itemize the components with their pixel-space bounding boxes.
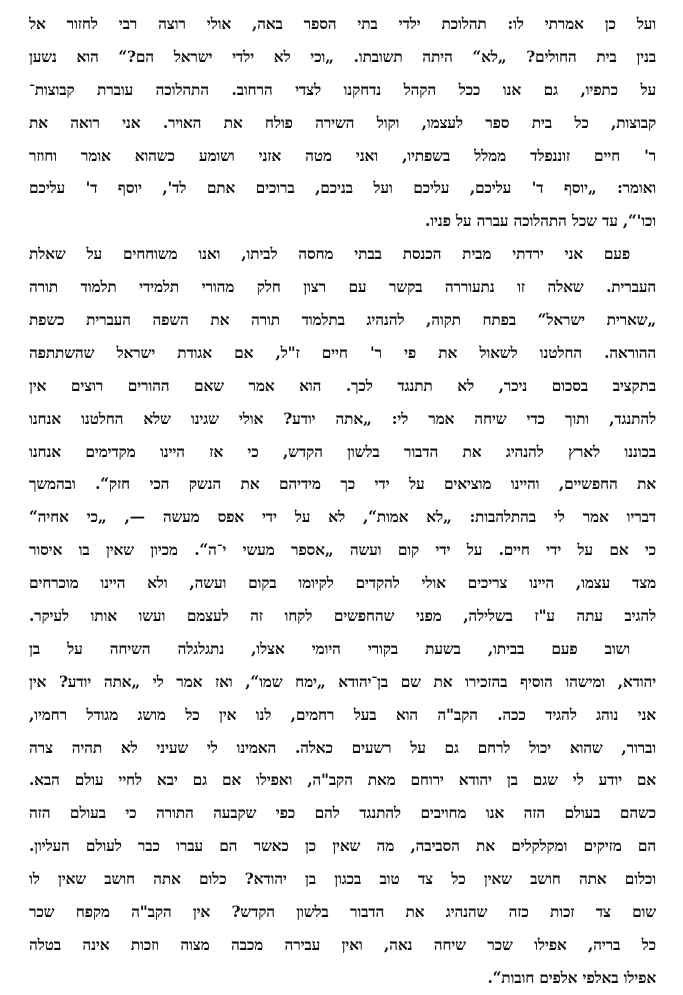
text-line: הם מזיקים ומקלקלים את הסביבה, מה שאין כן כאשר הם עברו כבר לעולם העליון.: [29, 837, 656, 856]
text-line: בכוננו לארץ להנהיג את הדבור בלשון הקדש, כי אז היינו מקדימים אנחנו: [29, 442, 656, 461]
text-line: כי אם על ידי חיים. על ידי קום ועשה „אספר מעשי י־ה“. מכיון שאין בו איסור: [29, 541, 656, 560]
text-line: העברית. שאלה זו נתעוררה בקשר עם רצון חלק מהורי תלמידי תלמוד תורה: [29, 278, 656, 297]
text-line: כשהם בעולם הזה אנו מחויבים להתנגד להם כפי שקבעה התורה כי בעולם הזה: [29, 804, 656, 823]
text-line: אני נוהג להגיד ככה. הקב"ה הוא בעל רחמים, לנו אין כל מושג מגודל רחמיו,: [29, 705, 656, 724]
text-line: ועל כן אמרתי לו: תהלוכת ילדי בתי הספר באה, אולי רוצה רבי לחזור אל: [29, 15, 656, 33]
text-line: ושוב פעם בביתו, בשעת בקורי היומי אצלו, נתגלגלה השיחה על בן: [29, 639, 630, 658]
text-line: ר' חיים זוננפלד ממלל בשפתיו, ואני מטה אזני ושומע כשהוא אומר וחוזר: [29, 146, 656, 165]
text-line: מצד עצמו, היינו צריכים אולי להקדים לקיומו בקום ועשה, ולא היינו מוכרחים: [29, 574, 656, 593]
text-line: ואומר: „יוסף ד' עליכם, עליכם ועל בניכם, ברוכים אתם לד', יוסף ד' עליכם: [29, 179, 656, 198]
text-line: להגיב עתה ע"ז בשלילה, מפני שהחפשים לקחו זה לעצמם ועשו אותו לעיקר.: [29, 607, 656, 626]
text-line: שום צד זכות כזה שהנהיג את הדבור בלשון הקדש? אין הקב"ה מקפח שכר: [29, 903, 656, 922]
text-line: את החפשיים, והיינו מוציאים על ידי כך מידיהם את הנשק הכי חזק“. ובהמשך: [29, 475, 656, 494]
text-line: אם יודע לי שגם בן יהודא ירוחם מאת הקב"ה, ואפילו אם גם יבא לחיי עולם הבא.: [29, 771, 656, 790]
paragraph: [29, 238, 656, 633]
text-line: להתנגד, ותוך כדי שיחה אמר לי: „אתה יודע? אולי שגינו שלא החלטנו אנחנו: [29, 409, 656, 428]
text-line: בנין בית החולים? „לא“ היתה תשובתו. „וכי לא ילדי ישראל הם?“ הוא נשען: [29, 47, 656, 66]
text-line: כל בריה, אפילו שכר שיחה נאה, ואין עבירה מכבה מצוה וזכות אינה בטלה: [29, 935, 656, 954]
text-line: וברור, שהוא יכול לרחם גם על רשעים כאלה. האמינו לי שעיני לא תהיה צרה: [29, 738, 656, 757]
text-line: דבריו אמר לי בהתלהבות: „לא אמות“, לא על ידי אפס מעשה —, „כי אחיה“: [29, 508, 656, 527]
text-line: קבוצות, כל בית ספר לעצמו, וקול השירה פולח את האויר. אני רואה את: [29, 113, 656, 132]
text-line: על כתפיו, גם אנו ככל הקהל נדחקנו לצדי הרחוב. התהלוכה עוברת קבוצות־: [29, 80, 656, 99]
text-line: פעם אני ירדתי מבית הכנסת בבתי מחסה לביתו, ואנו משוחחים על שאלת: [29, 245, 630, 264]
text-line: אפילו באלפי אלפים חובות“.: [487, 968, 656, 987]
text-line: „שארית ישראל“ בפתח תקוה, להנהיג בתלמוד תורה את השפה העברית כשפת: [29, 311, 656, 330]
text-line: וכו'“, עד שכל התהלוכה עברה על פניו.: [425, 212, 656, 231]
text-line: וכלום אתה חושב שאין כל צד טוב בכגון בן יהודא? כלום אתה חושב שאין לו: [29, 870, 656, 889]
paragraph: [29, 8, 656, 238]
paragraph: [29, 633, 656, 995]
text-line: יהודא, ומישהו הוסיף בהזכירו את שם בן־יהודא „ימח שמו“, ואז אמר לי „אתה יודע? אין: [29, 672, 656, 691]
text-line: ההוראה. החלטנו לשאול את פי ר' חיים ז"ל, אם אגודת ישראל שהשתתפה: [29, 343, 656, 362]
text-line: בתקציב בסכום ניכר, לא תתנגד לכך. הוא אמר שאם ההורים רוצים אין: [29, 376, 656, 395]
